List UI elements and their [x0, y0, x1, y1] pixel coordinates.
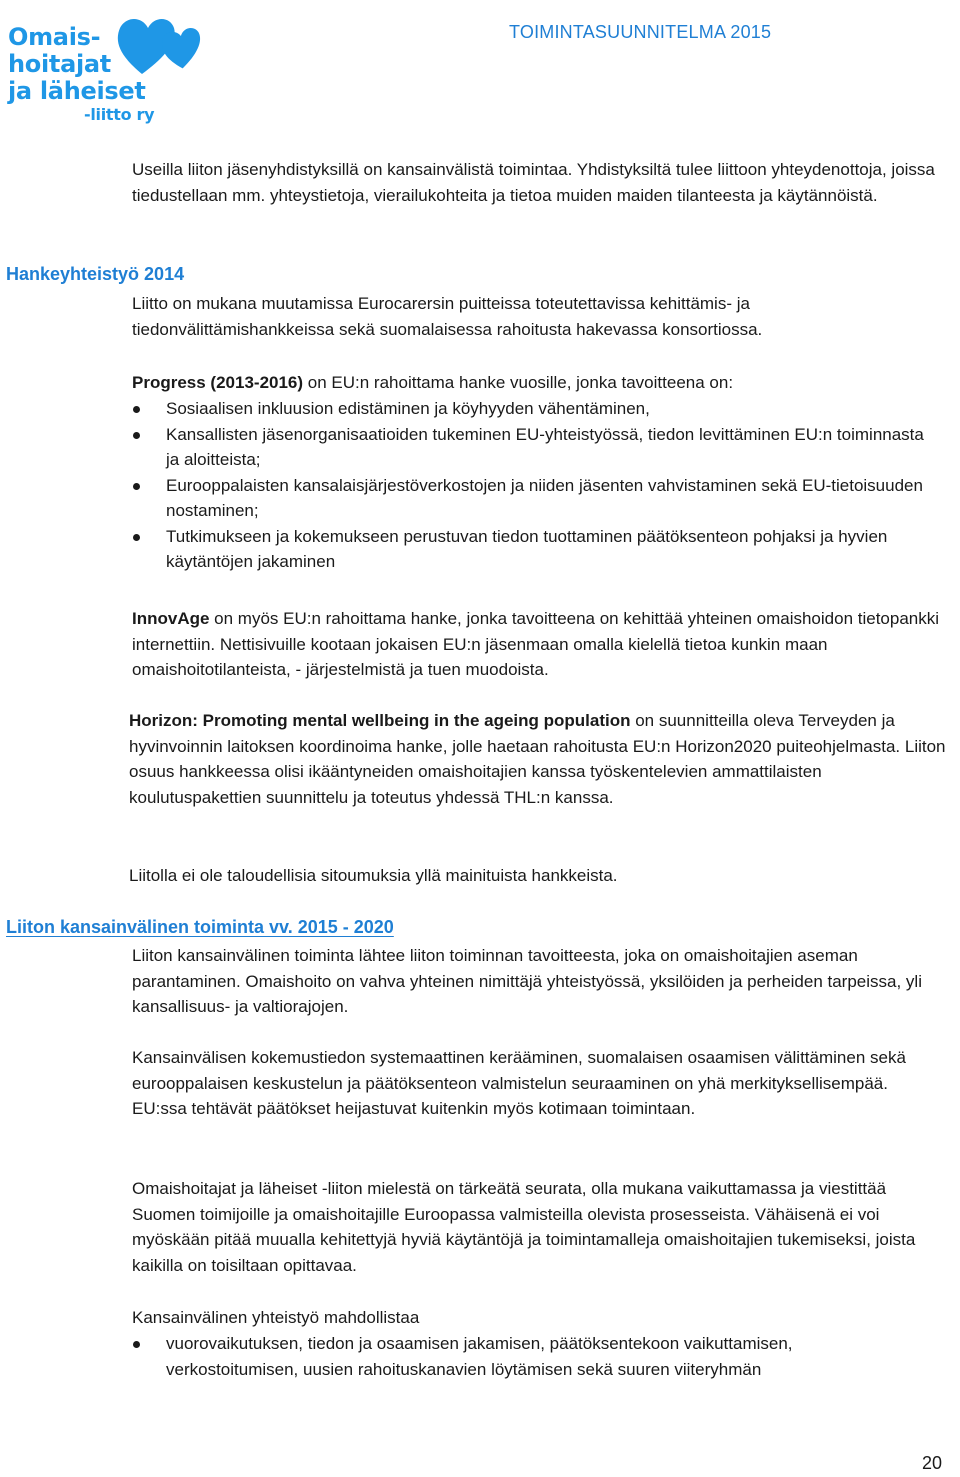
list-item: Sosiaalisen inkluusion edistäminen ja köyhyyden vähentäminen, — [132, 396, 932, 422]
list-item: Eurooppalaisten kansalaisjärjestöverkostojen ja niiden jäsenten vahvistaminen sekä EU-tietoisuuden nostaminen; — [132, 473, 932, 524]
progress-title: Progress (2013-2016) — [132, 373, 304, 392]
list-item: Kansallisten jäsenorganisaatioiden tukeminen EU-yhteistyössä, tiedon levittäminen EU:n toiminnasta ja aloitteista; — [132, 422, 932, 473]
document-title: TOIMINTASUUNNITELMA 2015 — [509, 22, 772, 42]
international-paragraph-3: Omaishoitajat ja läheiset -liiton mielestä on tärkeätä seurata, olla mukana vaikuttamassa ja viestittää Suomen toimijoille ja omaishoitajille Euroopassa valmisteilla olevista prosesseista. Vähäisenä ei voi myöskään pitää muualla kehitettyjä hyviä käytäntöjä ja toimintamalleja omaishoitajien tukemiseksi, joista kaikilla on toisiltaan opittavaa. — [132, 1179, 916, 1275]
progress-goals-list — [132, 396, 932, 575]
horizon-title: Horizon: Promoting mental wellbeing in the ageing population — [129, 711, 631, 730]
hanke-paragraph: Liitto on mukana muutamissa Eurocarersin puitteissa toteutettavissa kehittämis- ja tiedonvälittämishankkeissa sekä suomalaisessa rahoitusta hakevassa konsortiossa. — [132, 294, 763, 339]
section-heading-hanke: Hankeyhteistyö 2014 — [6, 264, 185, 284]
international-paragraph-1: Liiton kansainvälinen toiminta lähtee liiton toiminnan tavoitteesta, joka on omaishoitajien aseman parantaminen. Omaishoito on vahva yhteinen nimittäjä yhteistyössä, yksilöiden ja perheiden tarpeissa, yli kansallisuus- ja valtiorajojen. — [132, 946, 922, 1016]
international-paragraph-4: Kansainvälinen yhteistyö mahdollistaa — [132, 1308, 420, 1327]
logo-line-2: hoitajat — [8, 50, 111, 78]
progress-text: on EU:n rahoittama hanke vuosille, jonka tavoitteena on: — [303, 373, 734, 392]
innovage-paragraph — [132, 606, 942, 683]
intro-paragraph: Useilla liiton jäsenyhdistyksillä on kansainvälistä toimintaa. Yhdistyksiltä tulee liittoon yhteydenottoja, joissa tiedustellaan mm. yhteystietoja, vierailukohteita ja tietoa muiden maiden tilanteesta ja käytännöistä. — [132, 160, 935, 205]
innovage-title: InnovAge — [132, 609, 210, 628]
progress-paragraph — [132, 370, 942, 396]
cooperation-list — [132, 1331, 922, 1382]
list-item: vuorovaikutuksen, tiedon ja osaamisen jakamisen, päätöksentekoon vaikuttamisen, verkostoitumisen, uusien rahoituskanavien löytämisen sekä suuren viiteryhmän — [132, 1331, 922, 1382]
page-number: 20 — [921, 1453, 942, 1473]
logo-wordmark — [8, 24, 154, 125]
international-paragraph-2: Kansainvälisen kokemustiedon systemaattinen kerääminen, suomalaisen osaamisen välittäminen sekä eurooppalaisen keskustelun ja päätöksenteon valmistelun seuraaminen on yhä merkityksellisempää. EU:ssa tehtävät päätökset heijastuvat kuitenkin myös kotimaan toimintaan. — [132, 1048, 906, 1118]
logo-line-4: -liitto ry — [84, 105, 155, 124]
horizon-text: on suunnitteilla oleva Terveyden ja hyvinvoinnin laitoksen koordinoima hanke, jolle haetaan rahoitusta EU:n Horizon2020 puiteohjelmasta. Liiton osuus hankkeessa olisi ikääntyneiden omaishoitajien kanssa työskentelevien ammattilaisten koulutuspakettien suunnittelu ja toteutus yhdessä THL:n kanssa. — [129, 711, 946, 807]
logo-line-3: ja läheiset — [8, 77, 146, 105]
horizon-paragraph — [129, 708, 954, 810]
commitments-paragraph: Liitolla ei ole taloudellisia sitoumuksia yllä mainituista hankkeista. — [129, 866, 618, 885]
organization-logo — [4, 4, 214, 130]
section-heading-international: Liiton kansainvälinen toiminta vv. 2015 - 2020 — [6, 917, 394, 937]
logo-line-1: Omais- — [8, 23, 101, 51]
list-item: Tutkimukseen ja kokemukseen perustuvan tiedon tuottaminen päätöksenteon pohjaksi ja hyvien käytäntöjen jakaminen — [132, 524, 932, 575]
innovage-text: on myös EU:n rahoittama hanke, jonka tavoitteena on kehittää yhteinen omaishoidon tietopankki internettiin. Nettisivuille kootaan jokaisen EU:n jäsenmaan omalla kielellä tietoa kunkin maan omaishoitotilanteista, - järjestelmistä ja tuen muodoista. — [132, 609, 940, 679]
